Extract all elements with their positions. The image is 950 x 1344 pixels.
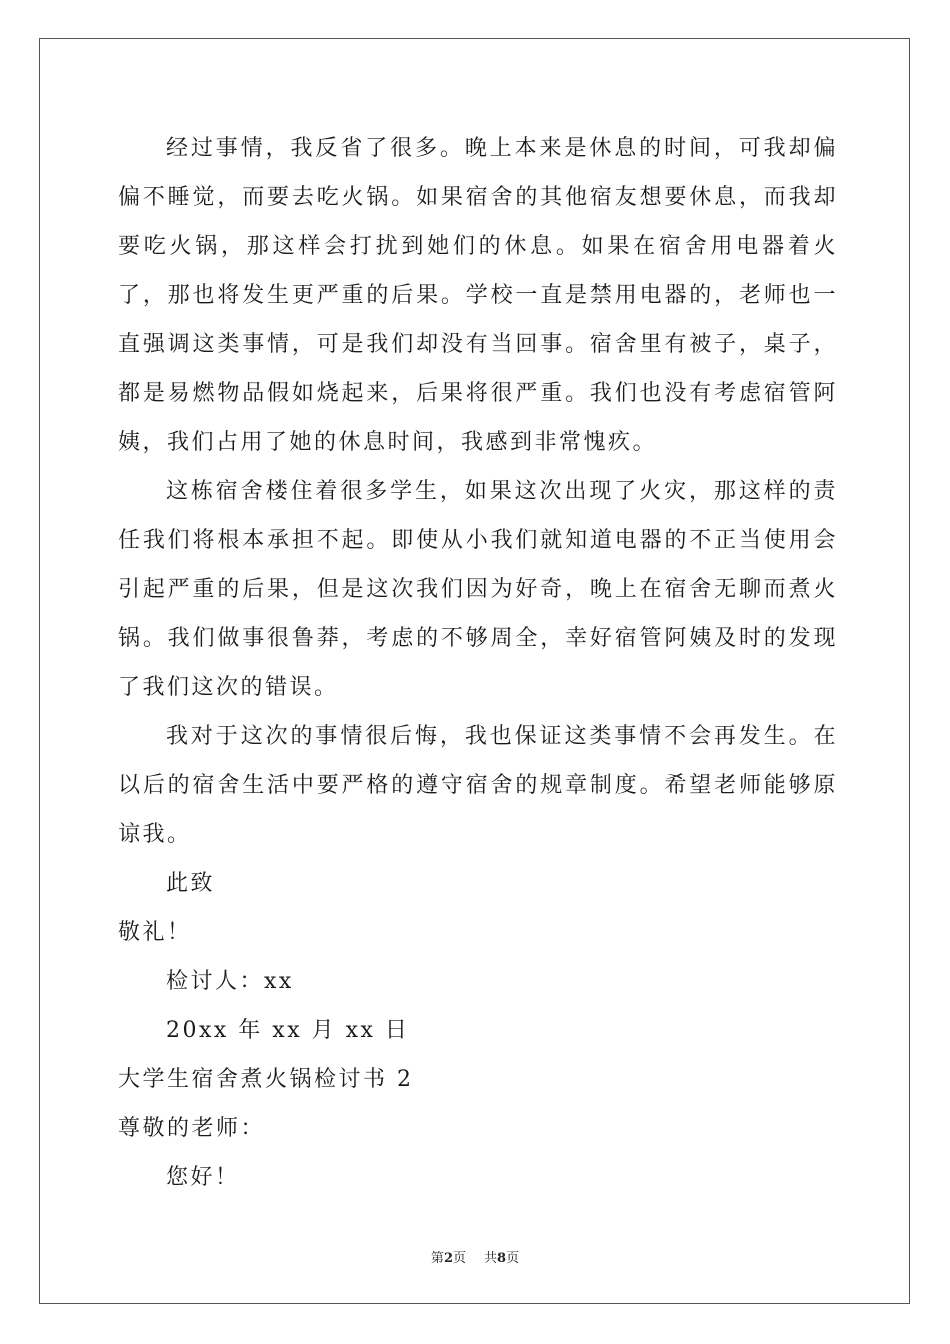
next-document-title: 大学生宿舍煮火锅检讨书 2 — [118, 1067, 414, 1092]
page-footer — [0, 1247, 950, 1266]
paragraph-consequences: 这栋宿舍楼住着很多学生，如果这次出现了火灾，那这样的责任我们将根本承担不起。即使从小我们就知道电器的不正当使用会引起严重的后果，但是这次我们因为好奇，晚上在宿舍无聊而煮火锅。我们做事很鲁莽，考虑的不够周全，幸好宿管阿姨及时的发现了我们这次的错误。 — [118, 479, 838, 700]
date-line: 20xx 年 xx 月 xx 日 — [166, 1018, 410, 1043]
page-suffix: 页 — [452, 1251, 466, 1266]
total-pages: 8 — [497, 1251, 507, 1266]
greeting-line: 尊敬的老师： — [118, 1116, 266, 1141]
document-body — [118, 124, 838, 1202]
total-prefix: 共 — [484, 1251, 498, 1266]
salute-line: 敬礼！ — [118, 920, 192, 945]
hello-line: 您好！ — [166, 1165, 240, 1190]
paragraph-reflection: 经过事情，我反省了很多。晚上本来是休息的时间，可我却偏偏不睡觉，而要去吃火锅。如果宿舍的其他宿友想要休息，而我却要吃火锅，那这样会打扰到她们的休息。如果在宿舍用电器着火了，那也将发生更严重的后果。学校一直是禁用电器的，老师也一直强调这类事情，可是我们却没有当回事。宿舍里有被子，桌子，都是易燃物品假如烧起来，后果将很严重。我们也没有考虑宿管阿姨，我们占用了她的休息时间，我感到非常愧疚。 — [118, 136, 838, 455]
closing-line: 此致 — [166, 871, 216, 896]
page-prefix: 第 — [430, 1251, 444, 1266]
total-suffix: 页 — [506, 1251, 520, 1266]
page-number: 2 — [443, 1251, 453, 1266]
signer-line: 检讨人：xx — [166, 969, 294, 994]
paragraph-promise: 我对于这次的事情很后悔，我也保证这类事情不会再发生。在以后的宿舍生活中要严格的遵守宿舍的规章制度。希望老师能够原谅我。 — [118, 724, 838, 847]
